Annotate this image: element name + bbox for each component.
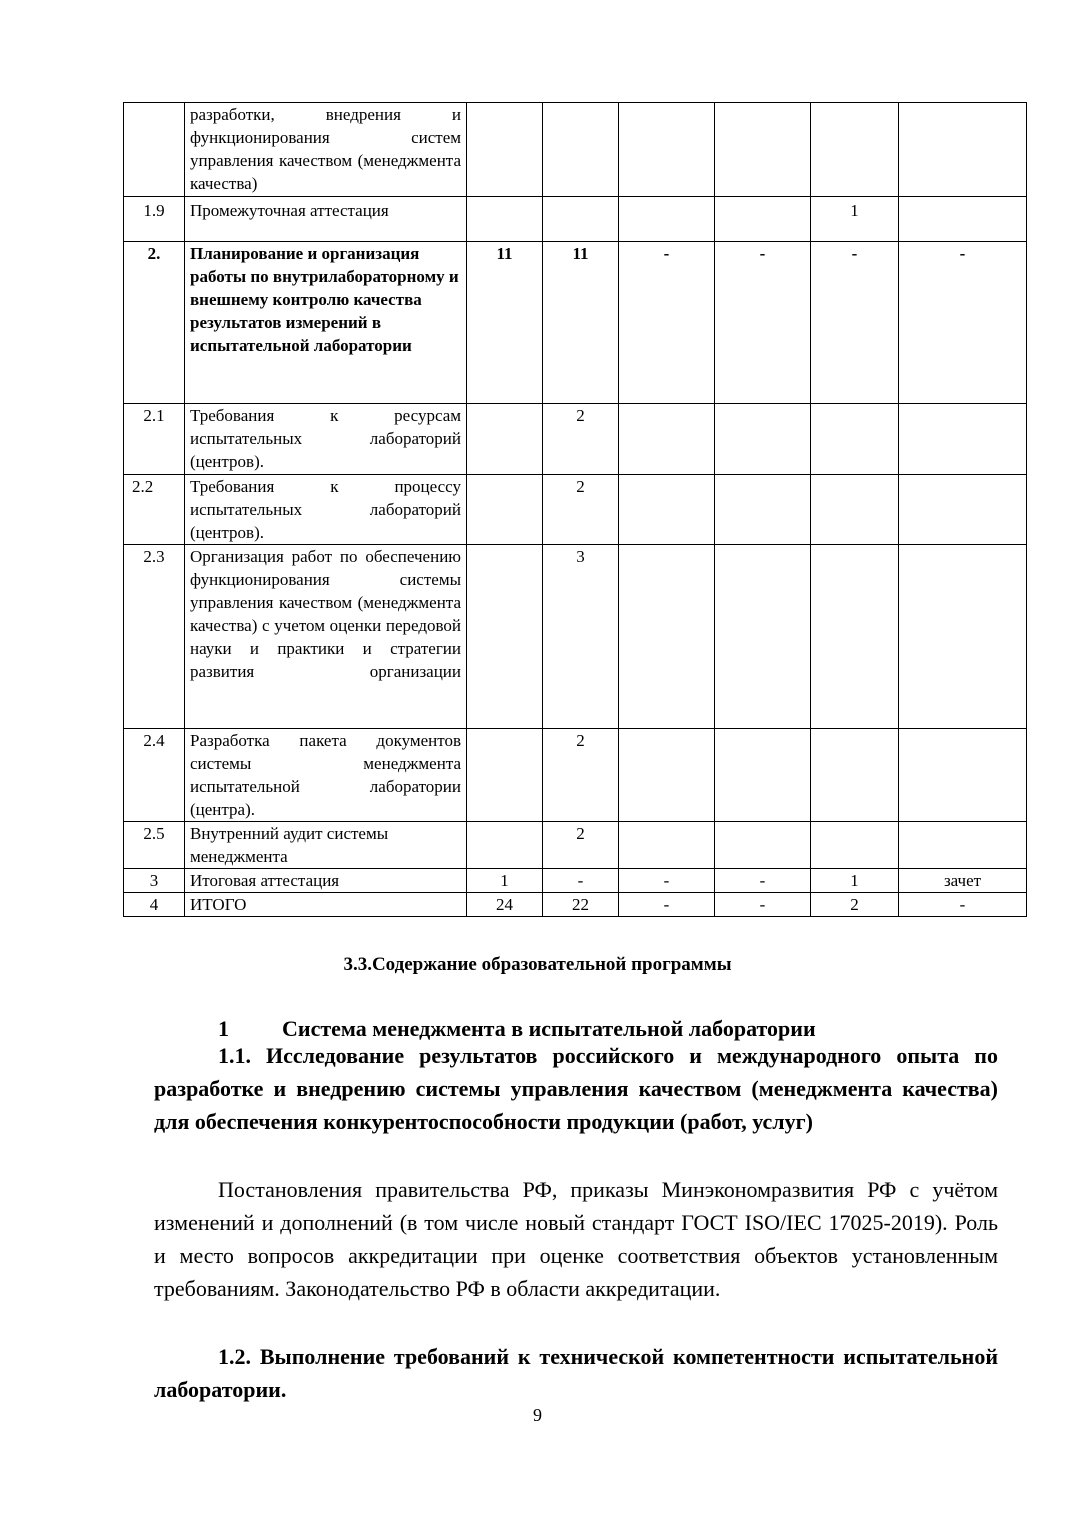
row-number: 2.5 [124,822,185,869]
row-topic: ИТОГО [185,893,467,917]
control-form [899,729,1027,822]
control-form: зачет [899,869,1027,893]
attestation-hours: 2 [811,893,899,917]
self-study-hours: - [715,869,811,893]
row-topic: Организация работ по обеспечению функционирования системы управления качеством (менеджмента качества) с учетом оценки передовой науки и практики и стратегии развития организации [185,545,467,729]
attestation-hours [811,404,899,475]
practice-hours [619,475,715,545]
self-study-hours [715,822,811,869]
row-number: 3 [124,869,185,893]
attestation-hours [811,103,899,197]
row-topic: Требования к процессу испытательных лабораторий (центров). [185,475,467,545]
table-row [124,545,1027,729]
table-row [124,822,1027,869]
self-study-hours [715,475,811,545]
table-row [124,197,1027,242]
lecture-hours [543,197,619,242]
practice-hours [619,545,715,729]
lecture-hours: - [543,869,619,893]
attestation-hours [811,475,899,545]
practice-hours: - [619,893,715,917]
total-hours: 24 [467,893,543,917]
attestation-hours [811,729,899,822]
lecture-hours: 22 [543,893,619,917]
heading-1-1 [154,1039,998,1138]
control-form [899,197,1027,242]
total-hours [467,822,543,869]
attestation-hours [811,545,899,729]
row-number [124,103,185,197]
total-hours: 11 [467,242,543,404]
row-number: 2.1 [124,404,185,475]
lecture-hours: 2 [543,404,619,475]
row-topic: Итоговая аттестация [185,869,467,893]
row-number: 2.3 [124,545,185,729]
practice-hours: - [619,242,715,404]
self-study-hours [715,404,811,475]
table-row [124,475,1027,545]
total-hours [467,197,543,242]
heading-1-text: Система менеджмента в испытательной лаборатории [282,1016,816,1041]
control-form: - [899,242,1027,404]
row-number: 1.9 [124,197,185,242]
self-study-hours [715,729,811,822]
row-topic: разработки, внедрения и функционирования систем управления качеством (менеджмента качества) [185,103,467,197]
attestation-hours [811,822,899,869]
control-form [899,475,1027,545]
row-topic: Разработка пакета документов системы менеджмента испытательной лаборатории (центра). [185,729,467,822]
row-number: 2.2 [124,475,185,545]
table-row [124,893,1027,917]
section-title: 3.3.Содержание образовательной программы [343,954,732,975]
self-study-hours: - [715,242,811,404]
lecture-hours: 11 [543,242,619,404]
total-hours [467,729,543,822]
lecture-hours: 2 [543,822,619,869]
self-study-hours: - [715,893,811,917]
attestation-hours: 1 [811,197,899,242]
table-row [124,103,1027,197]
total-hours: 1 [467,869,543,893]
self-study-hours [715,103,811,197]
row-number: 2.4 [124,729,185,822]
self-study-hours [715,545,811,729]
table-row [124,869,1027,893]
practice-hours [619,729,715,822]
lecture-hours: 2 [543,475,619,545]
heading-1-1-text: 1.1. Исследование результатов российского и международного опыта по разработке и внедрению системы управления качеством (менеджмента качества) для обеспечения конкурентоспособности продукции (работ, услуг) [154,1043,998,1134]
lecture-hours [543,103,619,197]
table-row [124,242,1027,404]
curriculum-table [123,102,1027,917]
practice-hours [619,197,715,242]
total-hours [467,545,543,729]
total-hours [467,103,543,197]
practice-hours [619,822,715,869]
paragraph-text: Постановления правительства РФ, приказы Минэкономразвития РФ с учётом изменений и дополнений (в том числе новый стандарт ГОСТ ISO/IEC 17025-2019). Роль и место вопросов аккредитации при оценке соответствия объектов установленным требованиям. Законодательство РФ в области аккредитации. [154,1177,998,1301]
lecture-hours: 2 [543,729,619,822]
heading-1-2 [154,1340,998,1406]
row-topic: Планирование и организация работы по внутрилабораторному и внешнему контролю качества результатов измерений в испытательной лаборатории [185,242,467,404]
practice-hours [619,103,715,197]
row-topic: Требования к ресурсам испытательных лабораторий (центров). [185,404,467,475]
lecture-hours: 3 [543,545,619,729]
row-topic: Внутренний аудит системы менеджмента [185,822,467,869]
control-form: - [899,893,1027,917]
self-study-hours [715,197,811,242]
practice-hours [619,404,715,475]
row-topic: Промежуточная аттестация [185,197,467,242]
control-form [899,404,1027,475]
control-form [899,545,1027,729]
table-row [124,729,1027,822]
page-number: 9 [533,1405,542,1425]
total-hours [467,404,543,475]
control-form [899,103,1027,197]
attestation-hours: - [811,242,899,404]
heading-1-number: 1 [218,1016,229,1041]
paragraph [154,1173,998,1305]
table-row [124,404,1027,475]
heading-1-2-text: 1.2. Выполнение требований к технической компетентности испытательной лаборатории. [154,1344,998,1402]
row-number: 4 [124,893,185,917]
total-hours [467,475,543,545]
row-number: 2. [124,242,185,404]
attestation-hours: 1 [811,869,899,893]
practice-hours: - [619,869,715,893]
control-form [899,822,1027,869]
